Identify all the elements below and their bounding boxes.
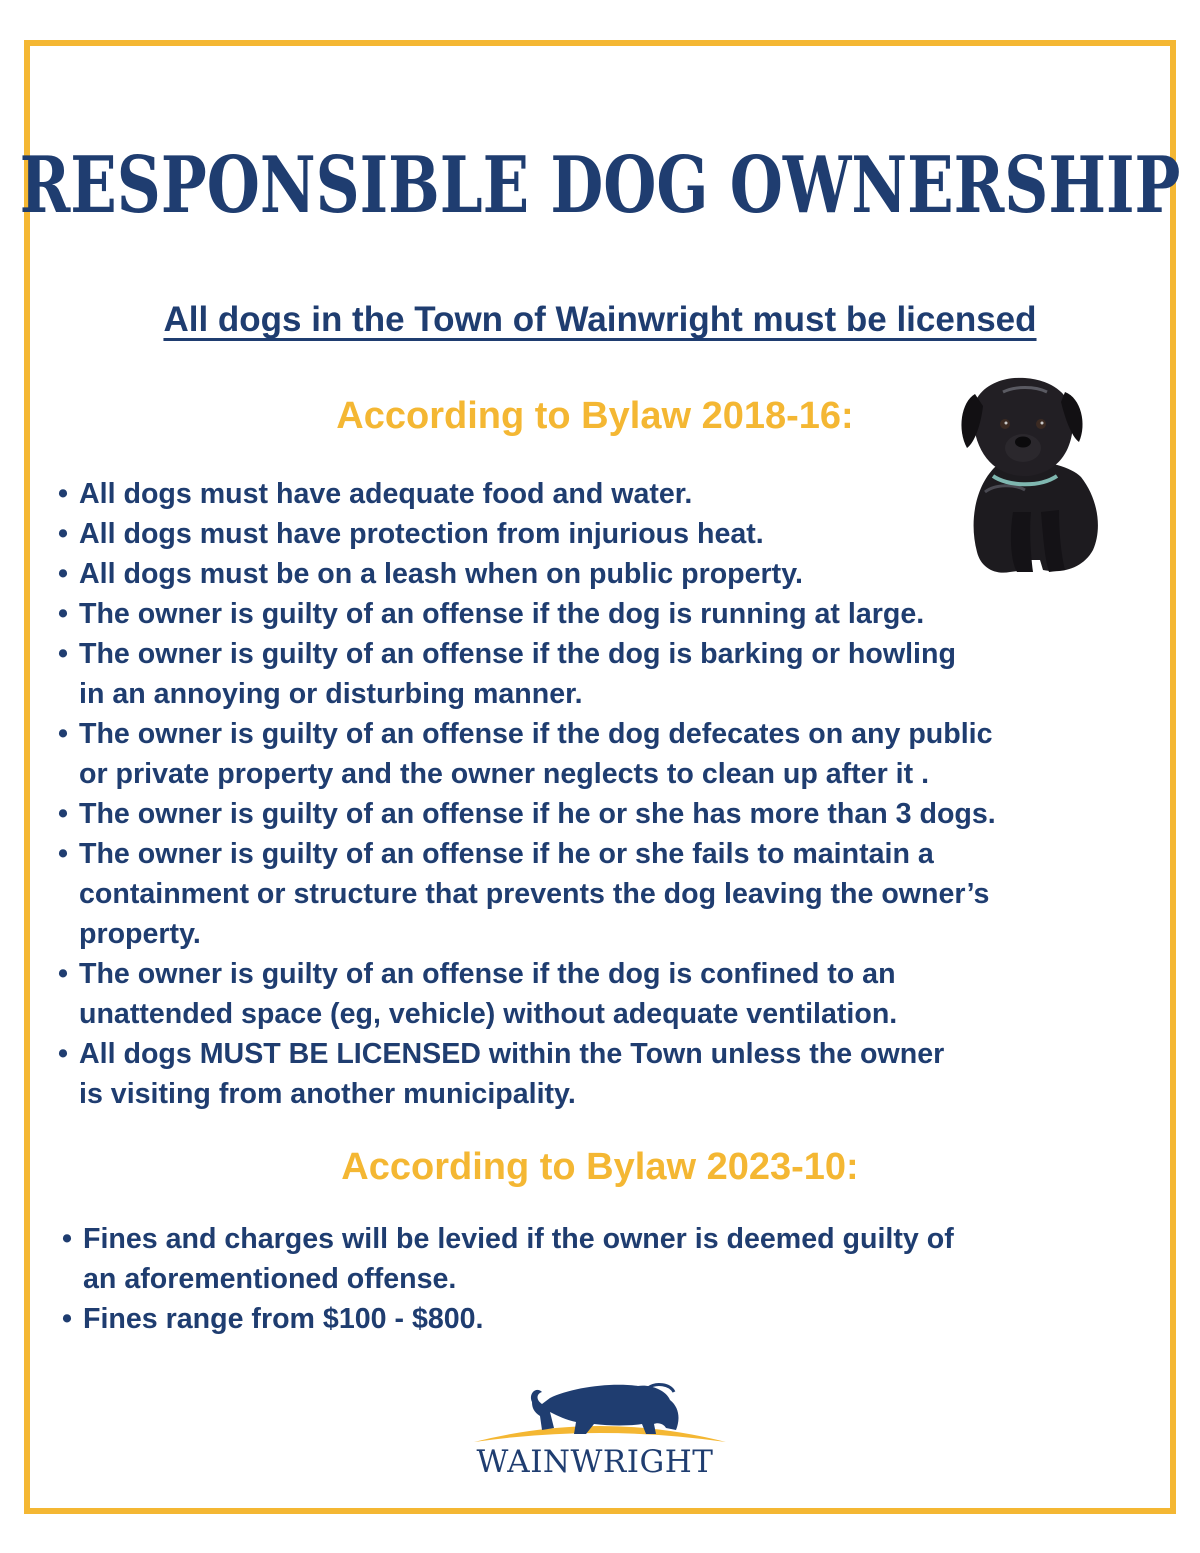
bylaw-rule-item xyxy=(58,594,1168,634)
bylaw-rule-line: or private property and the owner neglects to clean up after it . xyxy=(79,758,930,790)
bylaw-rule-line: an aforementioned offense. xyxy=(83,1263,457,1295)
bylaw-2023-10-heading: According to Bylaw 2023-10: xyxy=(341,1146,859,1188)
bylaw-rule-line: containment or structure that prevents the dog leaving the owner’s xyxy=(79,878,990,910)
bylaw-rule-line: • All dogs must have adequate food and water. xyxy=(79,478,693,510)
bylaw-rule-line: • All dogs must have protection from injurious heat. xyxy=(79,518,764,550)
bylaw-rule-line: • Fines and charges will be levied if the owner is deemed guilty of xyxy=(83,1223,954,1255)
bylaw-rule-line: • All dogs must be on a leash when on public property. xyxy=(79,558,803,590)
bylaw-rule-line: property. xyxy=(79,918,201,950)
bylaw-rule-item xyxy=(62,1299,1142,1339)
bylaw-rule-line: • All dogs MUST BE LICENSED within the Town unless the owner xyxy=(79,1038,945,1070)
bylaw-rule-line: • The owner is guilty of an offense if the dog is confined to an xyxy=(79,958,896,990)
bylaw-2018-16-heading: According to Bylaw 2018-16: xyxy=(336,395,854,437)
bylaw-rule-item xyxy=(62,1219,1142,1299)
bylaw-rule-line: • The owner is guilty of an offense if the dog is barking or howling xyxy=(79,638,956,670)
bylaw-rule-item xyxy=(58,474,1168,514)
bylaw-rule-line: • The owner is guilty of an offense if he or she has more than 3 dogs. xyxy=(79,798,996,830)
bylaw-rule-line: unattended space (eg, vehicle) without adequate ventilation. xyxy=(79,998,898,1030)
bylaw-rule-item xyxy=(58,954,1168,1034)
bylaw-rule-item xyxy=(58,1034,1168,1114)
bylaw-rule-line: • Fines range from $100 - $800. xyxy=(83,1303,484,1335)
license-notice xyxy=(0,296,1200,344)
bylaw-rule-item xyxy=(58,634,1168,714)
bylaw-2018-16-list xyxy=(58,474,1168,1114)
license-notice-text: All dogs in the Town of Wainwright must be licensed xyxy=(163,300,1037,339)
bylaw-rule-item xyxy=(58,514,1168,554)
bylaw-rule-item xyxy=(58,834,1168,954)
bylaw-rule-line: • The owner is guilty of an offense if he or she fails to maintain a xyxy=(79,838,934,870)
wainwright-logo-text: WAINWRIGHT xyxy=(476,1444,714,1480)
bylaw-rule-line: in an annoying or disturbing manner. xyxy=(79,678,583,710)
poster-title: RESPONSIBLE DOG OWNERSHIP xyxy=(19,140,1181,232)
bylaw-rule-line: • The owner is guilty of an offense if the dog defecates on any public xyxy=(79,718,993,750)
bylaw-rule-line: • The owner is guilty of an offense if the dog is running at large. xyxy=(79,598,925,630)
bylaw-rule-item xyxy=(58,794,1168,834)
bylaw-2023-10-list xyxy=(62,1219,1142,1339)
bylaw-rule-line: is visiting from another municipality. xyxy=(79,1078,576,1110)
bylaw-rule-item xyxy=(58,554,1168,594)
bylaw-rule-item xyxy=(58,714,1168,794)
